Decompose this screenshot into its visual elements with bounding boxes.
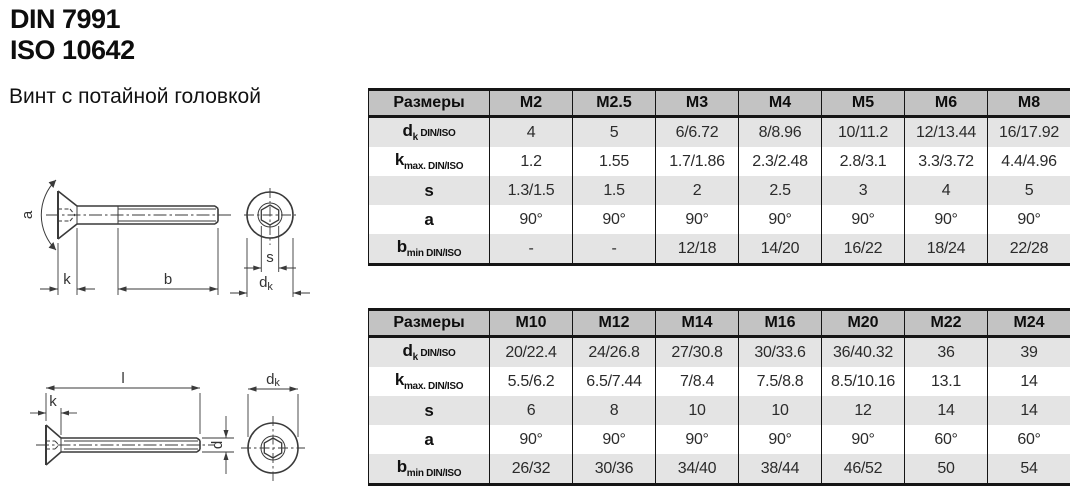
table-cell: 60° [987,425,1070,454]
column-header: M20 [821,311,904,338]
column-header: M4 [738,91,821,118]
row-label: a [424,429,434,449]
screw-end-view [244,188,296,245]
column-header: M24 [987,311,1070,338]
table-cell: 90° [489,205,572,234]
table-cell: 90° [821,205,904,234]
dim-label-k: k [63,271,71,288]
column-header: M14 [655,311,738,338]
table-cell: 12/13.44 [904,118,987,147]
table-cell: 24/26.8 [572,338,655,367]
table-cell: 46/52 [821,454,904,483]
column-header: M10 [489,311,572,338]
table-cell: 54 [987,454,1070,483]
table-cell: 10 [738,396,821,425]
dim-label-l: l [121,370,125,387]
table-cell: 34/40 [655,454,738,483]
column-header: M16 [738,311,821,338]
screw-drawing-partial-thread [10,148,340,306]
table-cell: 13.1 [904,367,987,396]
column-header: M3 [655,91,738,118]
table-cell: - [572,234,655,263]
table-cell: 50 [904,454,987,483]
table-cell: 2.5 [738,176,821,205]
dim-label-b: b [163,271,173,288]
row-label: a [424,209,434,229]
table-cell: 7.5/8.8 [738,367,821,396]
screw-drawing-full-thread [8,342,348,500]
table-cell: 3.3/3.72 [904,147,987,176]
table-cell: 4.4/4.96 [987,147,1070,176]
table-cell: 8 [572,396,655,425]
row-label: $b_{min DIN/ISO}$ [369,234,489,263]
column-header: M2 [489,91,572,118]
table-cell: 36/40.32 [821,338,904,367]
table-cell: 1.5 [572,176,655,205]
table-cell: 6 [489,396,572,425]
table-cell: 90° [821,425,904,454]
table-cell: 3 [821,176,904,205]
table-cell: 27/30.8 [655,338,738,367]
table-cell: 1.7/1.86 [655,147,738,176]
table-cell: 90° [655,205,738,234]
table-cell: - [489,234,572,263]
dim-label-d: d [209,440,226,450]
table-cell: 10 [655,396,738,425]
table-cell: 5 [987,176,1070,205]
table-cell: 14 [987,396,1070,425]
dim-label-dk: $d_k$ [259,274,273,293]
page-title: Винт с потайной головкой [9,85,261,108]
table-cell: 6.5/7.44 [572,367,655,396]
table-cell: 90° [738,425,821,454]
table-cell: 1.2 [489,147,572,176]
table-cell: 20/22.4 [489,338,572,367]
dim-label-a: a [19,210,36,220]
standard-din: DIN 7991 [10,4,121,34]
column-header: M5 [821,91,904,118]
table-cell: 8/8.96 [738,118,821,147]
row-label: $k_{max. DIN/ISO}$ [394,370,464,393]
table-cell: 2.3/2.48 [738,147,821,176]
column-header: M22 [904,311,987,338]
table-cell: 16/17.92 [987,118,1070,147]
table-cell: 5 [572,118,655,147]
dim-label-s: s [266,249,274,266]
dimensions-table-m10-m24 [368,308,1070,486]
table-cell: 4 [489,118,572,147]
row-label: $d_k$ DIN/ISO [369,118,489,147]
table-cell: 14 [987,367,1070,396]
table-cell: 90° [572,425,655,454]
table-cell: 12/18 [655,234,738,263]
standard-titles [10,4,135,66]
table-cell: 8.5/10.16 [821,367,904,396]
table-cell: 6/6.72 [655,118,738,147]
dimensions-table-m2-m8 [368,88,1070,266]
table-cell: 90° [738,205,821,234]
row-label-header: Размеры [369,91,489,118]
table-cell: 16/22 [821,234,904,263]
row-label: s [369,396,489,425]
column-header: M12 [572,311,655,338]
table-cell: 4 [904,176,987,205]
row-label: $d_k$ DIN/ISO [369,338,489,367]
table-cell: 90° [489,425,572,454]
table-cell: 90° [655,425,738,454]
row-label: $k_{max. DIN/ISO}$ [394,150,464,173]
screw-end-view-2 [241,416,305,481]
table-cell: 22/28 [987,234,1070,263]
table-cell: 1.3/1.5 [489,176,572,205]
table-cell: 90° [904,205,987,234]
dim-label-dk-2: dk [266,371,280,389]
row-label: s [369,176,489,205]
table-cell: 60° [904,425,987,454]
table-cell: 2.8/3.1 [821,147,904,176]
table-cell: 1.55 [572,147,655,176]
table-cell: 36 [904,338,987,367]
row-label-header: Размеры [369,311,489,338]
table-cell: 26/32 [489,454,572,483]
row-label: $b_{min DIN/ISO}$ [369,454,489,483]
table-cell: 90° [987,205,1070,234]
table-cell: 38/44 [738,454,821,483]
standard-iso: ISO 10642 [10,35,135,65]
column-header: M8 [987,91,1070,118]
table-cell: 30/33.6 [738,338,821,367]
table-cell: 5.5/6.2 [489,367,572,396]
table-cell: 10/11.2 [821,118,904,147]
table-cell: 39 [987,338,1070,367]
table-cell: 90° [572,205,655,234]
table-cell: 12 [821,396,904,425]
dimension-l [46,388,200,434]
table-cell: 14 [904,396,987,425]
table-cell: 2 [655,176,738,205]
table-cell: 7/8.4 [655,367,738,396]
dim-label-k2: k [49,393,57,410]
column-header: M2.5 [572,91,655,118]
table-cell: 30/36 [572,454,655,483]
table-cell: 18/24 [904,234,987,263]
column-header: M6 [904,91,987,118]
table-cell: 14/20 [738,234,821,263]
